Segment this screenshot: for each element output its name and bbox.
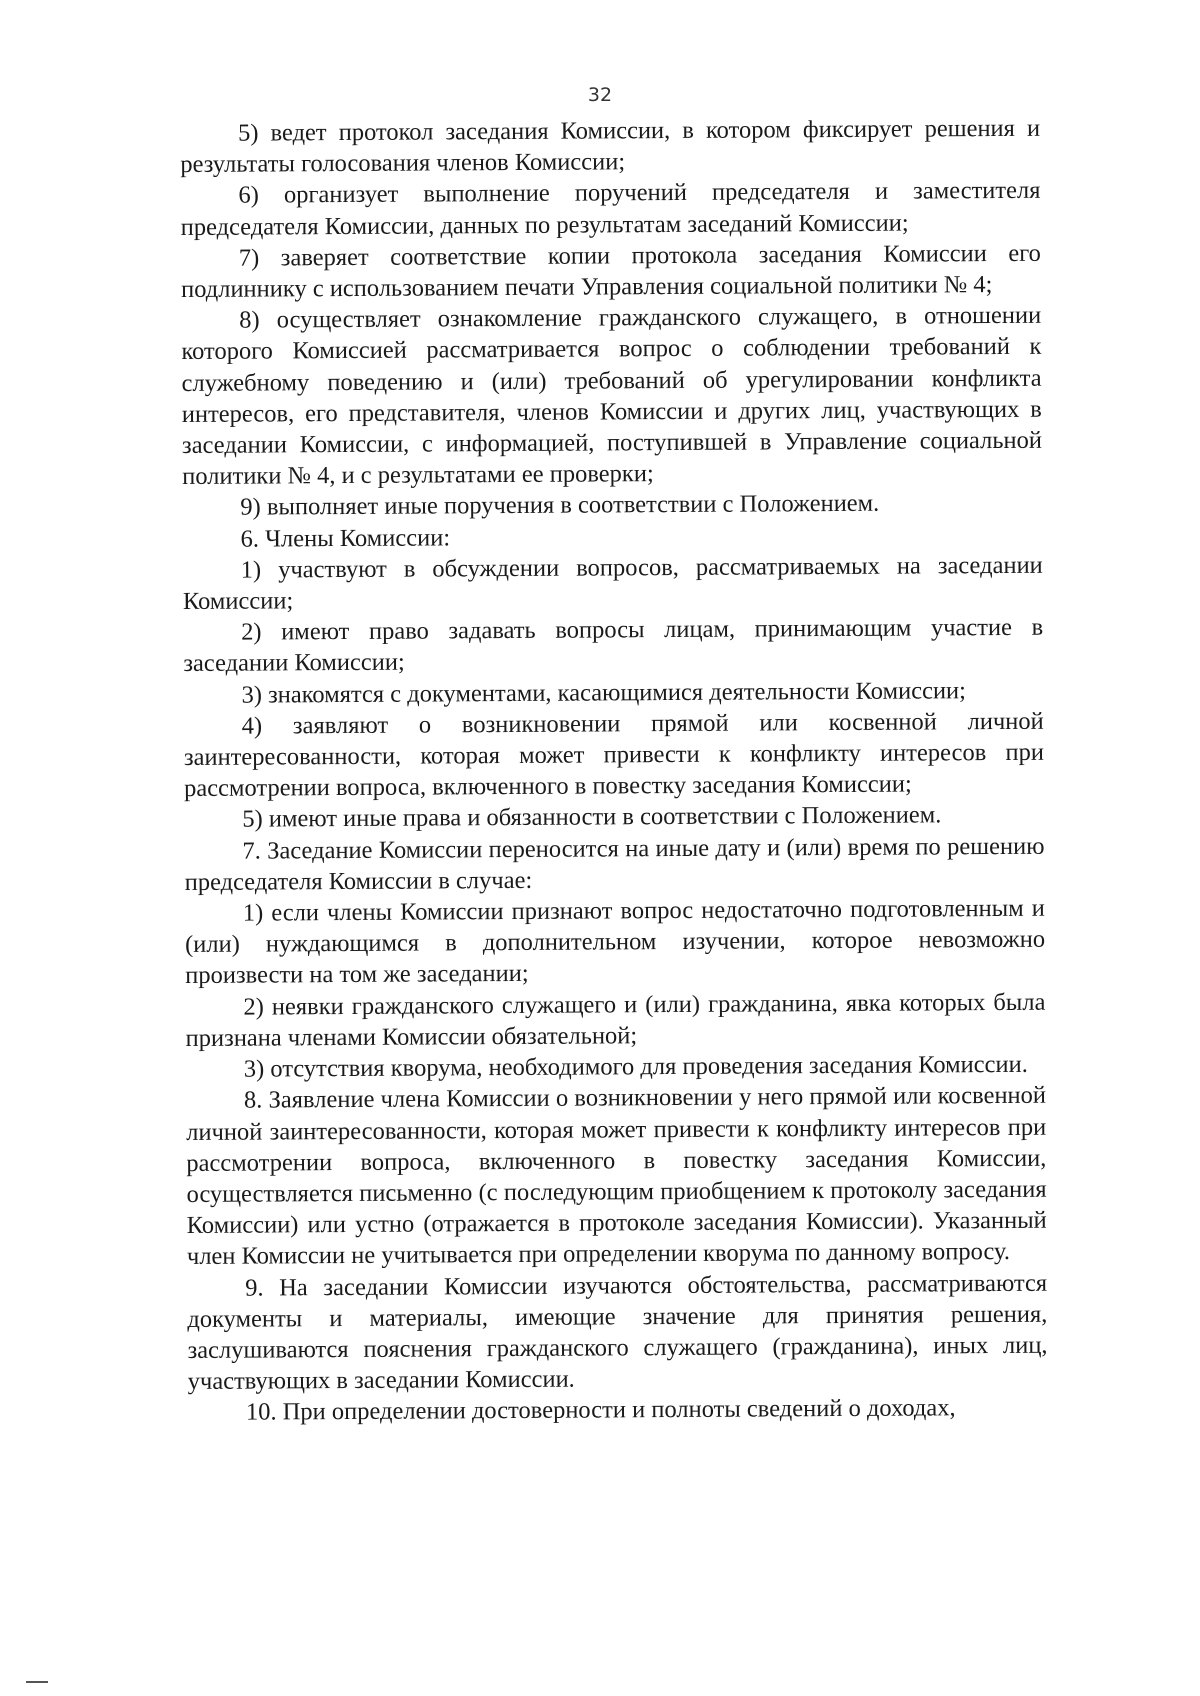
paragraph-5-5-keeps-minutes: 5) ведет протокол заседания Комиссии, в котором фиксирует решения и результаты голосования членов Комиссии; — [180, 114, 1041, 179]
scan-edge-mark — [26, 1681, 48, 1683]
paragraph-6-1-participate: 1) участвуют в обсуждении вопросов, рассматриваемых на заседании Комиссии; — [182, 551, 1043, 616]
paragraph-8-member-declaration: 8. Заявление члена Комиссии о возникновении у него прямой или косвенной личной заинтересованности, которая может привести к конфликту интересов при рассмотрении вопроса, включенного в повестку заседания Комиссии, осуществляется письменно (с последующим приобщением к протоколу заседания Комиссии) или устно (отражается в протоколе заседания Комиссии). Указанный член Комиссии не учитывается при определении кворума по данному вопросу. — [186, 1082, 1047, 1271]
paragraph-6-2-ask-questions: 2) имеют право задавать вопросы лицам, принимающим участие в заседании Комиссии; — [183, 613, 1044, 678]
paragraph-5-8-familiarization: 8) осуществляет ознакомление гражданского служащего, в отношении которого Комиссией рассматривается вопрос о соблюдении требований к служебному поведению и (или) требований об урегулировании конфликта интересов, его представителя, членов Комиссии и других лиц, участвующих в заседании Комиссии, с информацией, поступившей в Управление социальной политики № 4, и с результатами ее проверки; — [181, 301, 1043, 491]
paragraph-5-7-certifies-copies: 7) заверяет соответствие копии протокола заседания Комиссии его подлиннику с использованием печати Управления социальной политики № 4; — [180, 239, 1041, 304]
paragraph-10-income-verification: 10. При определении достоверности и полноты сведений о доходах, — [245, 1394, 956, 1426]
paragraph-6-members-heading: 6. Члены Комиссии: — [240, 523, 451, 553]
paragraph-6-3-review-documents: 3) знакомятся с документами, касающимися деятельности Комиссии; — [241, 676, 967, 709]
page-number: 32 — [587, 84, 613, 106]
paragraph-7-postponement: 7. Заседание Комиссии переносится на иные дату и (или) время по решению председателя Комиссии в случае: — [184, 832, 1045, 896]
paragraph-9-meeting-proceedings: 9. На заседании Комиссии изучаются обстоятельства, рассматриваются документы и материалы, имеющие значение для принятия решения, заслушиваются пояснения гражданского служащего (гражданина), иных лиц, участвующих в заседании Комиссии. — [187, 1269, 1048, 1396]
paragraph-5-6-organizes-instructions: 6) организует выполнение поручений председателя и заместителя председателя Комиссии, данных по результатам заседаний Комиссии; — [180, 177, 1041, 241]
paragraph-7-2-non-attendance: 2) неявки гражданского служащего и (или) гражданина, явка которых была признана членами Комиссии обязательной; — [185, 988, 1046, 1052]
paragraph-7-1-insufficient-preparation: 1) если члены Комиссии признают вопрос недостаточно подготовленным и (или) нуждающимся в дополнительном изучении, которое невозможно произвести на том же заседании; — [184, 894, 1046, 990]
paragraph-6-4-declare-interest: 4) заявляют о возникновении прямой или косвенной личной заинтересованности, которая может привести к конфликту интересов при рассмотрении вопроса, включенного в повестку заседания Комиссии; — [183, 707, 1044, 803]
document-body — [180, 113, 1048, 1429]
paragraph-7-3-no-quorum: 3) отсутствия кворума, необходимого для проведения заседания Комиссии. — [243, 1050, 1028, 1083]
paragraph-5-9-other-instructions: 9) выполняет иные поручения в соответствии с Положением. — [240, 490, 880, 522]
paragraph-6-5-other-rights: 5) имеют иные права и обязанности в соответствии с Положением. — [242, 801, 942, 834]
